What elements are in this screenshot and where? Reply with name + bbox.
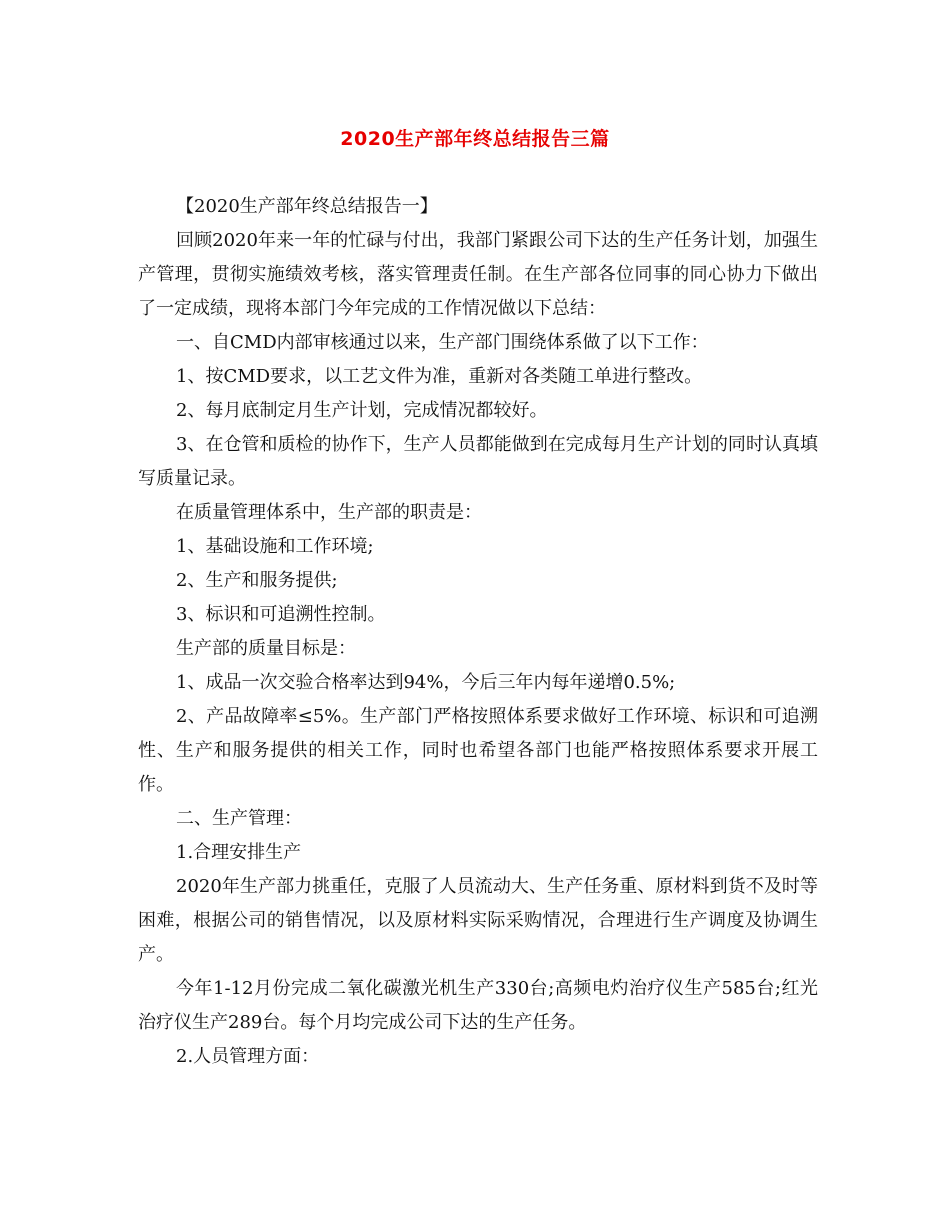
- paragraph: 生产部的质量目标是：: [176, 638, 356, 659]
- paragraph: 一、自CMD内部审核通过以来，生产部门围绕体系做了以下工作：: [176, 332, 709, 353]
- paragraph: 1.合理安排生产: [176, 842, 302, 863]
- paragraph: 1、基础设施和工作环境;: [176, 536, 374, 557]
- paragraph: 2、产品故障率≤5%。生产部门严格按照体系要求做好工作环境、标识和可追溯性、生产和服务提供的相关工作，同时也希望各部门也能严格按照体系要求开展工作。: [138, 706, 818, 795]
- paragraph: 2、每月底制定月生产计划，完成情况都较好。: [176, 400, 548, 421]
- paragraph: 2、生产和服务提供;: [176, 570, 338, 591]
- paragraph: 【2020生产部年终总结报告一】: [176, 196, 438, 217]
- paragraph: 在质量管理体系中，生产部的职责是：: [176, 502, 482, 523]
- paragraph: 2.人员管理方面：: [176, 1046, 320, 1067]
- paragraph: 二、生产管理：: [176, 808, 302, 829]
- paragraph: 3、在仓管和质检的协作下，生产人员都能做到在完成每月生产计划的同时认真填写质量记录。: [138, 434, 818, 489]
- paragraph: 1、按CMD要求，以工艺文件为准，重新对各类随工单进行整改。: [176, 366, 703, 387]
- paragraph: 3、标识和可追溯性控制。: [176, 604, 386, 625]
- paragraph: 回顾2020年来一年的忙碌与付出，我部门紧跟公司下达的生产任务计划，加强生产管理，贯彻实施绩效考核，落实管理责任制。在生产部各位同事的同心协力下做出了一定成绩，现将本部门今年完成的工作情况做以下总结：: [138, 230, 818, 319]
- paragraph: 2020年生产部力挑重任，克服了人员流动大、生产任务重、原材料到货不及时等困难，根据公司的销售情况，以及原材料实际采购情况，合理进行生产调度及协调生产。: [138, 876, 818, 965]
- paragraph: 今年1-12月份完成二氧化碳激光机生产330台;高频电灼治疗仪生产585台;红光治疗仪生产289台。每个月均完成公司下达的生产任务。: [138, 978, 818, 1033]
- paragraph: 1、成品一次交验合格率达到94%，今后三年内每年递增0.5%;: [176, 672, 676, 693]
- document-body: [138, 190, 818, 1074]
- document-title: 2020生产部年终总结报告三篇: [340, 128, 610, 150]
